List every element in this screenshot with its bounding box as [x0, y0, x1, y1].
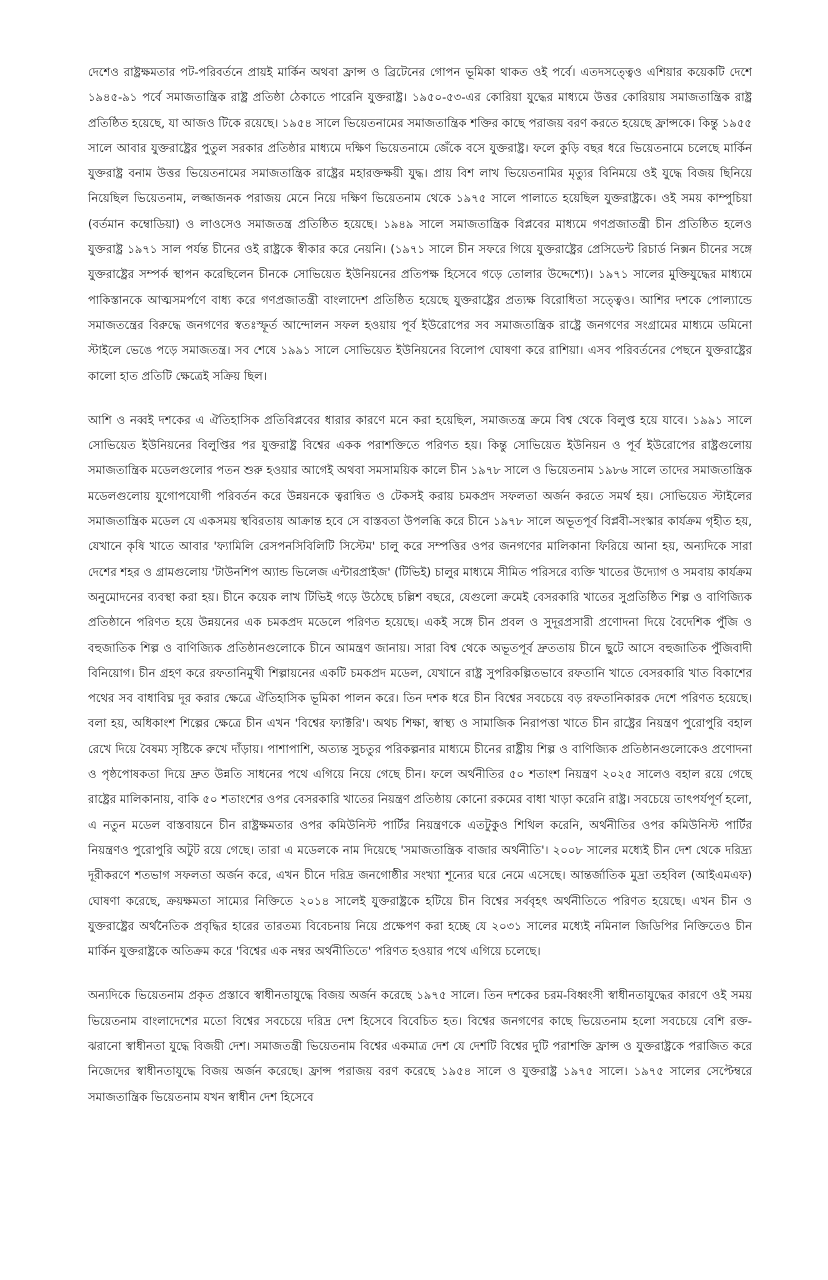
paragraph-1: দেশেও রাষ্ট্রক্ষমতার পট-পরিবর্তনে প্রায়ই মার্কিন অথবা ফ্রান্স ও ব্রিটেনের গোপন ভূমিকা থাকত ওই পর্বে। এতদসত্ত্বেও এশিয়ার কয়েকটি দেশে ১৯৪৫-৯১ পর্বে সমাজতান্ত্রিক রাষ্ট্র প্রতিষ্ঠা ঠেকাতে পারেনি যুক্তরাষ্ট্র। ১৯৫০-৫৩-এর কোরিয়া যুদ্ধের মাধ্যমে উত্তর কোরিয়ায় সমাজতান্ত্রিক রাষ্ট্র প্রতিষ্ঠিত হয়েছে, যা আজও টিকে রয়েছে। ১৯৫৪ সালে ভিয়েতনামের সমাজতান্ত্রিক শক্তির কাছে পরাজয় বরণ করতে হয়েছে ফ্রান্সকে। কিন্তু ১৯৫৫ সালে আবার যুক্তরাষ্ট্রের পুতুল সরকার প্রতিষ্ঠার মাধ্যমে দক্ষিণ ভিয়েতনামে জেঁকে বসে যুক্তরাষ্ট্র। ফলে কুড়ি বছর ধরে ভিয়েতনামে চলেছে মার্কিন যুক্তরাষ্ট্র বনাম উত্তর ভিয়েতনামের সমাজতান্ত্রিক রাষ্ট্রের মহারক্তক্ষয়ী যুদ্ধ। প্রায় বিশ লাখ ভিয়েতনামির মৃত্যুর বিনিময়ে ওই যুদ্ধে বিজয় ছিনিয়ে নিয়েছিল ভিয়েতনাম, লজ্জাজনক পরাজয় মেনে নিয়ে দক্ষিণ ভিয়েতনাম থেকে ১৯৭৫ সালে পালাতে হয়েছিল যুক্তরাষ্ট্রকে। ওই সময় কাম্পুচিয়া (বর্তমান কম্বোডিয়া) ও লাওসেও সমাজতন্ত্র প্রতিষ্ঠিত হয়েছে। ১৯৪৯ সালে সমাজতান্ত্রিক বিপ্লবের মাধ্যমে গণপ্রজাতন্ত্রী চীন প্রতিষ্ঠিত হলেও যুক্তরাষ্ট্র ১৯৭১ সাল পর্যন্ত চীনের ওই রাষ্ট্রকে স্বীকার করে নেয়নি। (১৯৭১ সালে চীন সফরে গিয়ে যুক্তরাষ্ট্রের প্রেসিডেন্ট রিচার্ড নিক্সন চীনের সঙ্গে যুক্তরাষ্ট্রের সম্পর্ক স্থাপন করেছিলেন চীনকে সোভিয়েত ইউনিয়নের প্রতিপক্ষ হিসেবে গড়ে তোলার উদ্দেশ্যে)। ১৯৭১ সালের মুক্তিযুদ্ধের মাধ্যমে পাকিস্তানকে আত্মসমর্পণে বাধ্য করে গণপ্রজাতন্ত্রী বাংলাদেশ প্রতিষ্ঠিত হয়েছে যুক্তরাষ্ট্রের প্রত্যক্ষ বিরোধিতা সত্ত্বেও। আশির দশকে পোল্যান্ডে সমাজতন্ত্রের বিরুদ্ধে জনগণের স্বতঃস্ফূর্ত আন্দোলন সফল হওয়ায় পূর্ব ইউরোপের সব সমাজতান্ত্রিক রাষ্ট্রে জনগণের সংগ্রামের মাধ্যমে ডমিনো স্টাইলে ভেঙে পড়ে সমাজতন্ত্র। সব শেষে ১৯৯১ সালে সোভিয়েত ইউনিয়নের বিলোপ ঘোষণা করে রাশিয়া। এসব পরিবর্তনের পেছনে যুক্তরাষ্ট্রের কালো হাত প্রতিটি ক্ষেত্রেই সক্রিয় ছিল। [88, 65, 752, 383]
paragraph-2: আশি ও নব্বই দশকের এ ঐতিহাসিক প্রতিবিপ্লবের ধারার কারণে মনে করা হয়েছিল, সমাজতন্ত্র ক্রমে বিশ্ব থেকে বিলুপ্ত হয়ে যাবে। ১৯৯১ সালে সোভিয়েত ইউনিয়নের বিলুপ্তির পর যুক্তরাষ্ট্র বিশ্বের একক পরাশক্তিতে পরিণত হয়। কিন্তু সোভিয়েত ইউনিয়ন ও পূর্ব ইউরোপের রাষ্ট্রগুলোয় সমাজতান্ত্রিক মডেলগুলোর পতন শুরু হওয়ার আগেই অথবা সমসাময়িক কালে চীন ১৯৭৮ সালে ও ভিয়েতনাম ১৯৮৬ সালে তাদের সমাজতান্ত্রিক মডেলগুলোয় যুগোপযোগী পরিবর্তন করে উন্নয়নকে ত্বরান্বিত ও টেকসই করায় চমকপ্রদ সফলতা অর্জন করতে সমর্থ হয়। সোভিয়েত স্টাইলের সমাজতান্ত্রিক মডেল যে একসময় স্থবিরতায় আক্রান্ত হবে সে বাস্তবতা উপলব্ধি করে চীনে ১৯৭৮ সালে অভূতপূর্ব বিপ্লবী-সংস্কার কার্যক্রম গৃহীত হয়, যেখানে কৃষি খাতে আবার 'ফ্যামিলি রেসপনসিবিলিটি সিস্টেম' চালু করে সম্পত্তির ওপর জনগণের মালিকানা ফিরিয়ে আনা হয়, অন্যদিকে সারা দেশের শহর ও গ্রামগুলোয় 'টাউনশিপ অ্যান্ড ভিলেজ এন্টারপ্রাইজ' (টিভিই) চালুর মাধ্যমে সীমিত পরিসরে ব্যক্তি খাতের উদ্যোগ ও সমবায় কার্যক্রম অনুমোদনের ব্যবস্থা করা হয়। চীনে কয়েক লাখ টিভিই গড়ে উঠেছে চল্লিশ বছরে, যেগুলো ক্রমেই বেসরকারি খাতের সুপ্রতিষ্ঠিত শিল্প ও বাণিজ্যিক প্রতিষ্ঠানে পরিণত হয়ে উন্নয়নের এক চমকপ্রদ মডেলে পরিণত হয়েছে। একই সঙ্গে চীন প্রবল ও সুদূরপ্রসারী প্রণোদনা দিয়ে বৈদেশিক পুঁজি ও বহুজাতিক শিল্প ও বাণিজ্যিক প্রতিষ্ঠানগুলোকে চীনে আমন্ত্রণ জানায়। সারা বিশ্ব থেকে অভূতপূর্ব দ্রুততায় চীনে ছুটে আসে বহুজাতিক পুঁজিবাদী বিনিয়োগ। চীন গ্রহণ করে রফতানিমুখী শিল্পায়নের একটি চমকপ্রদ মডেল, যেখানে রাষ্ট্র সুপরিকল্পিতভাবে রফতানি খাতে বেসরকারি খাত বিকাশের পথের সব বাধাবিঘ্ন দূর করার ক্ষেত্রে ঐতিহাসিক ভূমিকা পালন করে। তিন দশক ধরে চীন বিশ্বের সবচেয়ে বড় রফতানিকারক দেশে পরিণত হয়েছে। বলা হয়, অধিকাংশ শিল্পের ক্ষেত্রে চীন এখন 'বিশ্বের ফ্যাক্টরি'। অথচ শিক্ষা, স্বাস্থ্য ও সামাজিক নিরাপত্তা খাতে চীন রাষ্ট্রের নিয়ন্ত্রণ পুরোপুরি বহাল রেখে দিয়ে বৈষম্য সৃষ্টিকে রুখে দাঁড়ায়। পাশাপাশি, অত্যন্ত সুচতুর পরিকল্পনার মাধ্যমে চীনের রাষ্ট্রীয় শিল্প ও বাণিজ্যিক প্রতিষ্ঠানগুলোকেও প্রণোদনা ও পৃষ্ঠপোষকতা দিয়ে দ্রুত উন্নতি সাধনের পথে এগিয়ে নিয়ে গেছে চীন। ফলে অর্থনীতির ৫০ শতাংশ নিয়ন্ত্রণ ২০২৫ সালেও বহাল রয়ে গেছে রাষ্ট্রের মালিকানায়, বাকি ৫০ শতাংশের ওপর বেসরকারি খাতের নিয়ন্ত্রণ প্রতিষ্ঠায় কোনো রকমের বাধা খাড়া করেনি রাষ্ট্র। সবচেয়ে তাৎপর্যপূর্ণ হলো, এ নতুন মডেল বাস্তবায়নে চীন রাষ্ট্রক্ষমতার ওপর কমিউনিস্ট পার্টির নিয়ন্ত্রণকে এতটুকুও শিথিল করেনি, অর্থনীতির ওপর কমিউনিস্ট পার্টির নিয়ন্ত্রণও পুরোপুরি অটুট রয়ে গেছে। তারা এ মডেলকে নাম দিয়েছে 'সমাজতান্ত্রিক বাজার অর্থনীতি'। ২০০৮ সালের মধ্যেই চীন দেশ থেকে দরিদ্র্য দূরীকরণে শতভাগ সফলতা অর্জন করে, এখন চীনে দরিদ্র জনগোষ্ঠীর সংখ্যা শূন্যের ঘরে নেমে এসেছে। আন্তর্জাতিক মুদ্রা তহবিল (আইএমএফ) ঘোষণা করেছে, ক্রয়ক্ষমতা সাম্যের নিক্তিতে ২০১৪ সালেই যুক্তরাষ্ট্রকে হটিয়ে চীন বিশ্বের সর্ববৃহৎ অর্থনীতিতে পরিণত হয়েছে। এখন চীন ও যুক্তরাষ্ট্রের অর্থনৈতিক প্রবৃদ্ধির হারের তারতম্য বিবেচনায় নিয়ে প্রক্ষেপণ করা হচ্ছে যে ২০৩১ সালের মধ্যেই নমিনাল জিডিপির নিক্তিতেও চীন মার্কিন যুক্তরাষ্ট্রকে অতিক্রম করে 'বিশ্বের এক নম্বর অর্থনীতিতে' পরিণত হওয়ার পথে এগিয়ে চলেছে। [88, 412, 752, 959]
paragraph-3: অন্যদিকে ভিয়েতনাম প্রকৃত প্রস্তাবে স্বাধীনতাযুদ্ধে বিজয় অর্জন করেছে ১৯৭৫ সালে। তিন দশকের চরম-বিধ্বংসী স্বাধীনতাযুদ্ধের কারণে ওই সময় ভিয়েতনাম বাংলাদেশের মতো বিশ্বের সবচেয়ে দরিদ্র দেশ হিসেবে বিবেচিত হত। বিশ্বের জনগণের কাছে ভিয়েতনাম হলো সবচেয়ে বেশি রক্ত-ঝরানো স্বাধীনতা যুদ্ধে বিজয়ী দেশ। সমাজতন্ত্রী ভিয়েতনাম বিশ্বের একমাত্র দেশ যে দেশটি বিশ্বের দুটি পরাশক্তি ফ্রান্স ও যুক্তরাষ্ট্রকে পরাজিত করে নিজেদের স্বাধীনতাযুদ্ধে বিজয় অর্জন করেছে। ফ্রান্স পরাজয় বরণ করেছে ১৯৫৪ সালে ও যুক্তরাষ্ট্র ১৯৭৫ সালে। ১৯৭৫ সালের সেপ্টেম্বরে সমাজতান্ত্রিক ভিয়েতনাম যখন স্বাধীন দেশ হিসেবে [88, 988, 752, 1104]
document-page [88, 60, 752, 1110]
